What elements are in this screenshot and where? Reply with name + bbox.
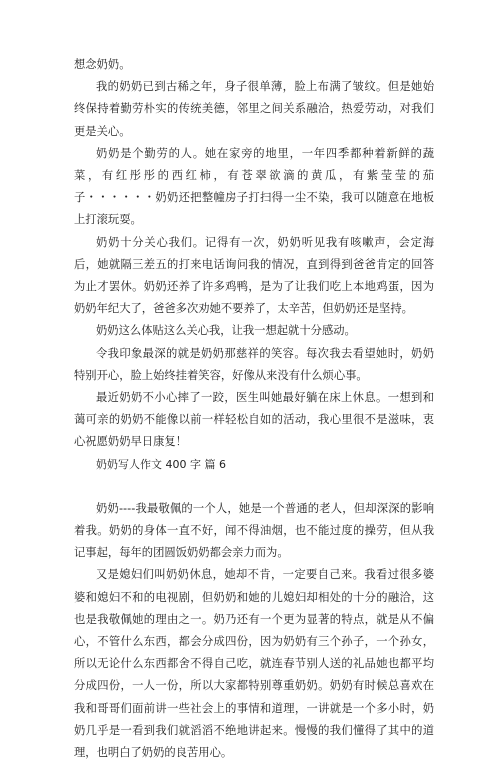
section-spacer (74, 476, 434, 498)
document-page (74, 54, 434, 764)
section-heading: 奶奶写人作文 400 字 篇 6 (96, 457, 226, 471)
paragraph-grandma-smile: 令我印象最深的就是奶奶那慈祥的笑容。每次我去看望她时，奶奶特别开心，脸上始终挂着笑容，好像从来没有什么烦心事。 (74, 346, 434, 382)
paragraph-grandma-fall: 最近奶奶不小心摔了一跤，医生叫她最好躺在床上休息。一想到和蔼可亲的奶奶不能像以前一样轻松自如的活动，我心里很不是滋味，衷心祝愿奶奶早日康复！ (74, 391, 434, 449)
paragraph-grandma-intro: 我的奶奶已到古稀之年，身子很单薄，脸上布满了皱纹。但是她始终保持着勤劳朴实的传统美德，邻里之间关系融洽，热爱劳动，对我们更是关心。 (74, 80, 434, 138)
paragraph-closing-line: 想念奶奶。 (74, 58, 131, 71)
paragraph-grandma-caring: 奶奶十分关心我们。记得有一次，奶奶听见我有咳嗽声，会定海后，她就隔三差五的打来电话询问我的情况，直到得到爸爸肯定的回答为止才罢休。奶奶还养了许多鸡鸭，是为了让我们吃上本地鸡蛋，因为奶奶年纪大了，爸爸多次劝她不要养了，太辛苦，但奶奶还是坚持。 (74, 235, 434, 316)
paragraph-grandma-touched: 奶奶这么体贴这么关心我，让我一想起就十分感动。 (96, 324, 356, 338)
paragraph-admired-person: 奶奶----我最敬佩的一个人，她是一个普通的老人，但却深深的影响着我。奶奶的身体一直不好，闻不得油烟，也不能过度的操劳，但从我记事起，每年的团圆饭奶奶都会亲力而为。 (74, 501, 434, 560)
paragraph-grandma-hardworking: 奶奶是个勤劳的人。她在家旁的地里，一年四季都种着新鲜的蔬菜，有红彤彤的西红柿，有苍翠欲滴的黄瓜，有紫莹莹的茄子・・・・・・奶奶还把整幢房子打扫得一尘不染，我可以随意在地板上打滚玩耍。 (74, 146, 434, 227)
paragraph-grandma-fairness: 又是媳妇们叫奶奶休息，她却不肯，一定要自己来。我看过很多婆婆和媳妇不和的电视剧，但奶奶和她的儿媳妇却相处的十分的融洽，这也是我敬佩她的理由之一。奶乃还有一个更为显著的特点，就是从不偏心，不管什么东西，都会分成四份，因为奶奶有三个孙子，一个孙女，所以无论什么东西都舍不得自己吃，就连春节别人送的礼品她也都平均分成四份，一人一份，所以大家都特别尊重奶奶。奶奶有时候总喜欢在我和哥哥们面前讲一些社会上的事情和道理，一讲就是一个多小时，奶奶几乎是一看到我们就滔滔不绝地讲起来。慢慢的我们懂得了其中的道理，也明白了奶奶的良苦用心。 (74, 568, 434, 760)
